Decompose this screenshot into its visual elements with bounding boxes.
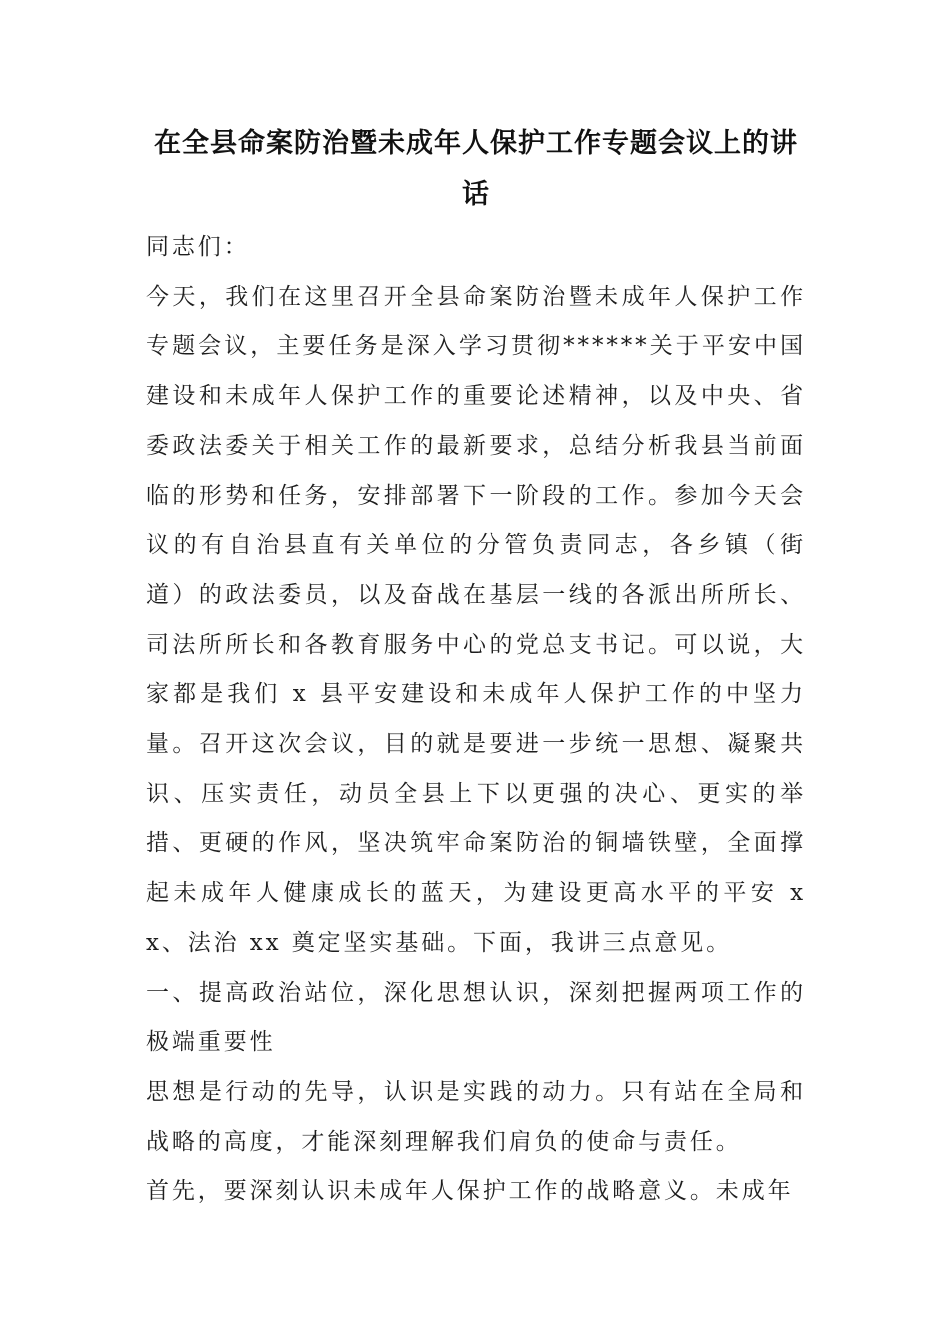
document-page [146, 118, 806, 1217]
paragraph-thought: 思想是行动的先导，认识是实践的动力。只有站在全局和战略的高度，才能深刻理解我们肩负的使命与责任。 [146, 1078, 806, 1155]
section-heading-1: 一、提高政治站位，深化思想认识，深刻把握两项工作的极端重要性 [146, 979, 806, 1056]
document-title: 在全县命案防治暨未成年人保护工作专题会议上的讲话 [154, 128, 798, 210]
paragraph-first-point: 首先，要深刻认识未成年人保护工作的战略意义。未成年 [146, 1178, 794, 1205]
paragraph-opening: 今天，我们在这里召开全县命案防治暨未成年人保护工作专题会议，主要任务是深入学习贯彻******关于平安中国建设和未成年人保护工作的重要论述精神，以及中央、省委政法委关于相关工作的最新要求，总结分析我县当前面临的形势和任务，安排部署下一阶段的工作。参加今天会议的有自治县直有关单位的分管负责同志，各乡镇（街道）的政法委员，以及奋战在基层一线的各派出所所长、司法所所长和各教育服务中心的党总支书记。可以说，大家都是我们 x 县平安建设和未成年人保护工作的中坚力量。召开这次会议，目的就是要进一步统一思想、凝聚共识、压实责任，动员全县上下以更强的决心、更实的举措、更硬的作风，坚决筑牢命案防治的铜墙铁壁，全面撑起未成年人健康成长的蓝天，为建设更高水平的平安 xx、法治 xx 奠定坚实基础。下面，我讲三点意见。 [146, 283, 806, 956]
greeting: 同志们： [146, 234, 250, 260]
